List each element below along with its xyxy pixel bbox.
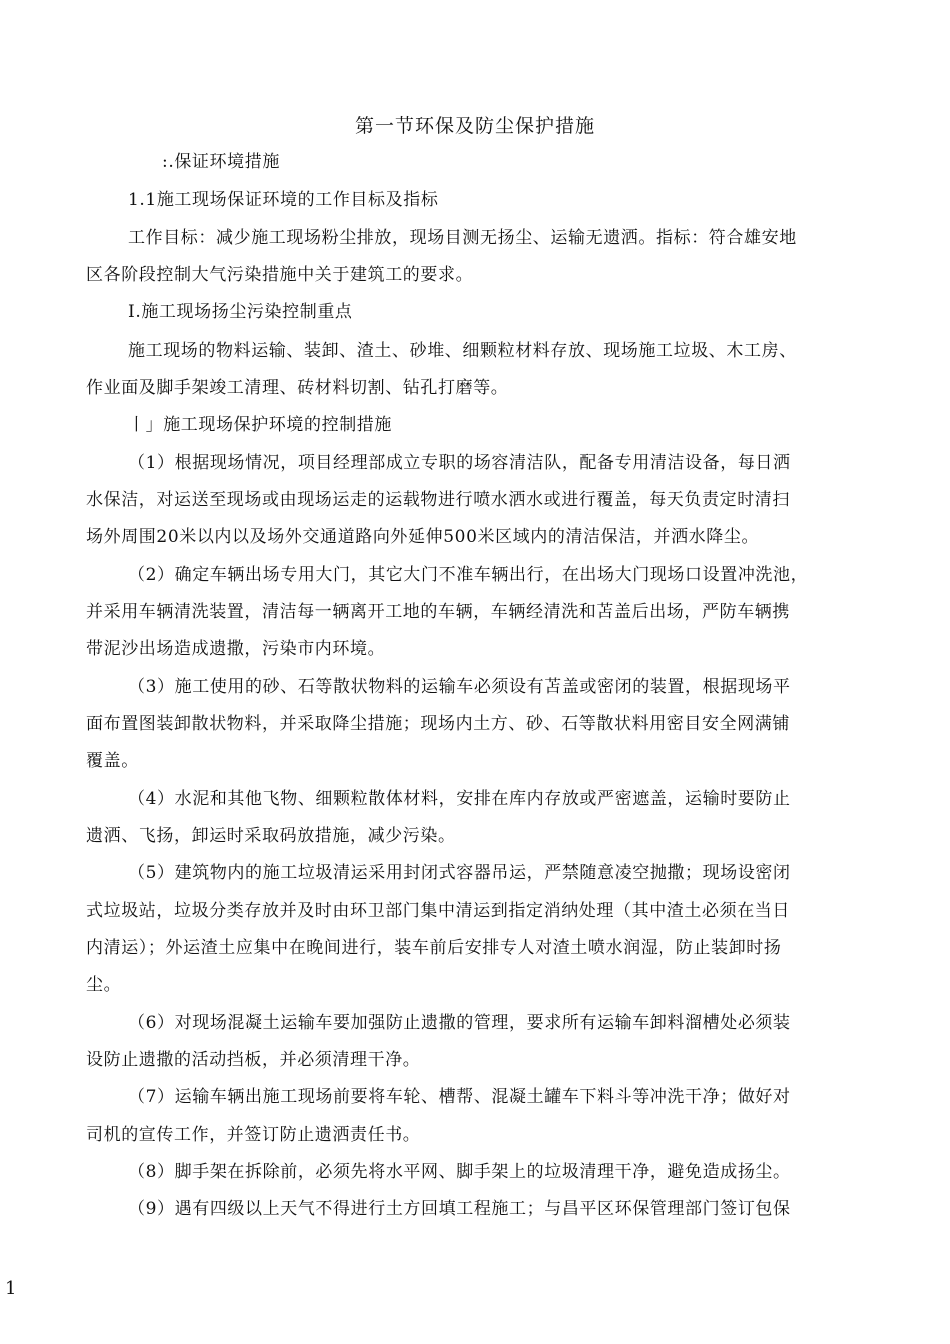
text-line: （8）脚手架在拆除前，必须先将水平网、脚手架上的垃圾清理干净，避免造成扬尘。 [128, 1162, 791, 1182]
text-line: （9）遇有四级以上天气不得进行土方回填工程施工；与昌平区环保管理部门签订包保 [128, 1199, 791, 1219]
text-line: 设防止遗撒的活动挡板，并必须清理干净。 [86, 1050, 421, 1070]
text-line: （3）施工使用的砂、石等散状物料的运输车必须设有苫盖或密闭的装置，根据现场平 [128, 677, 791, 697]
text-line: （6）对现场混凝土运输车要加强防止遗撒的管理，要求所有运输车卸料溜槽处必须装 [128, 1013, 791, 1033]
text-line: 施工现场的物料运输、装卸、渣土、砂堆、细颗粒材料存放、现场施工垃圾、木工房、 [128, 341, 797, 361]
text-line: 内清运）；外运渣土应集中在晚间进行，装车前后安排专人对渣土喷水润湿，防止装卸时扬 [86, 938, 782, 958]
text-line: 带泥沙出场造成遗撒，污染市内环境。 [86, 639, 386, 659]
text-line: 场外周围20米以内以及场外交通道路向外延伸500米区域内的清洁保洁，并洒水降尘。 [86, 527, 760, 547]
text-line: 水保洁，对运送至现场或由现场运走的运载物进行喷水洒水或进行覆盖，每天负责定时清扫 [86, 490, 790, 510]
page-number: 1 [5, 1278, 17, 1299]
text-line: 丨」施工现场保护环境的控制措施 [128, 415, 392, 435]
text-line: 遗洒、飞扬，卸运时采取码放措施，减少污染。 [86, 826, 456, 846]
text-line: （5）建筑物内的施工垃圾清运采用封闭式容器吊运，严禁随意凌空抛撒；现场设密闭 [128, 863, 791, 883]
text-line: 式垃圾站，垃圾分类存放并及时由环卫部门集中清运到指定消纳处理（其中渣土必须在当日 [86, 901, 790, 921]
section-heading: :.保证环境措施 [162, 152, 280, 172]
text-line: 并采用车辆清洗装置，清洁每一辆离开工地的车辆，车辆经清洗和苫盖后出场，严防车辆携 [86, 602, 790, 622]
text-line: 覆盖。 [86, 751, 139, 771]
text-line: 作业面及脚手架竣工清理、砖材料切割、钻孔打磨等。 [86, 378, 509, 398]
text-line: 司机的宣传工作，并签订防止遗洒责任书。 [86, 1125, 421, 1145]
text-line: 工作目标：减少施工现场粉尘排放，现场目测无扬尘、运输无遗洒。指标：符合雄安地 [128, 228, 797, 248]
text-line: （2）确定车辆出场专用大门，其它大门不准车辆出行，在出场大门现场口设置冲洗池， [128, 565, 809, 585]
text-line: I.施工现场扬尘污染控制重点 [128, 302, 353, 322]
text-line: 面布置图装卸散状物料，并采取降尘措施；现场内土方、砂、石等散状料用密目安全网满铺 [86, 714, 790, 734]
page-title: 第一节环保及防尘保护措施 [354, 115, 595, 137]
text-line: 尘。 [86, 975, 122, 995]
text-line: 区各阶段控制大气污染措施中关于建筑工的要求。 [86, 265, 474, 285]
text-line: 1.1施工现场保证环境的工作目标及指标 [128, 190, 439, 210]
text-line: （7）运输车辆出施工现场前要将车轮、槽帮、混凝土罐车下料斗等冲洗干净；做好对 [128, 1087, 791, 1107]
text-line: （1）根据现场情况，项目经理部成立专职的场容清洁队，配备专用清洁设备，每日洒 [128, 453, 791, 473]
text-line: （4）水泥和其他飞物、细颗粒散体材料，安排在库内存放或严密遮盖，运输时要防止 [128, 789, 791, 809]
